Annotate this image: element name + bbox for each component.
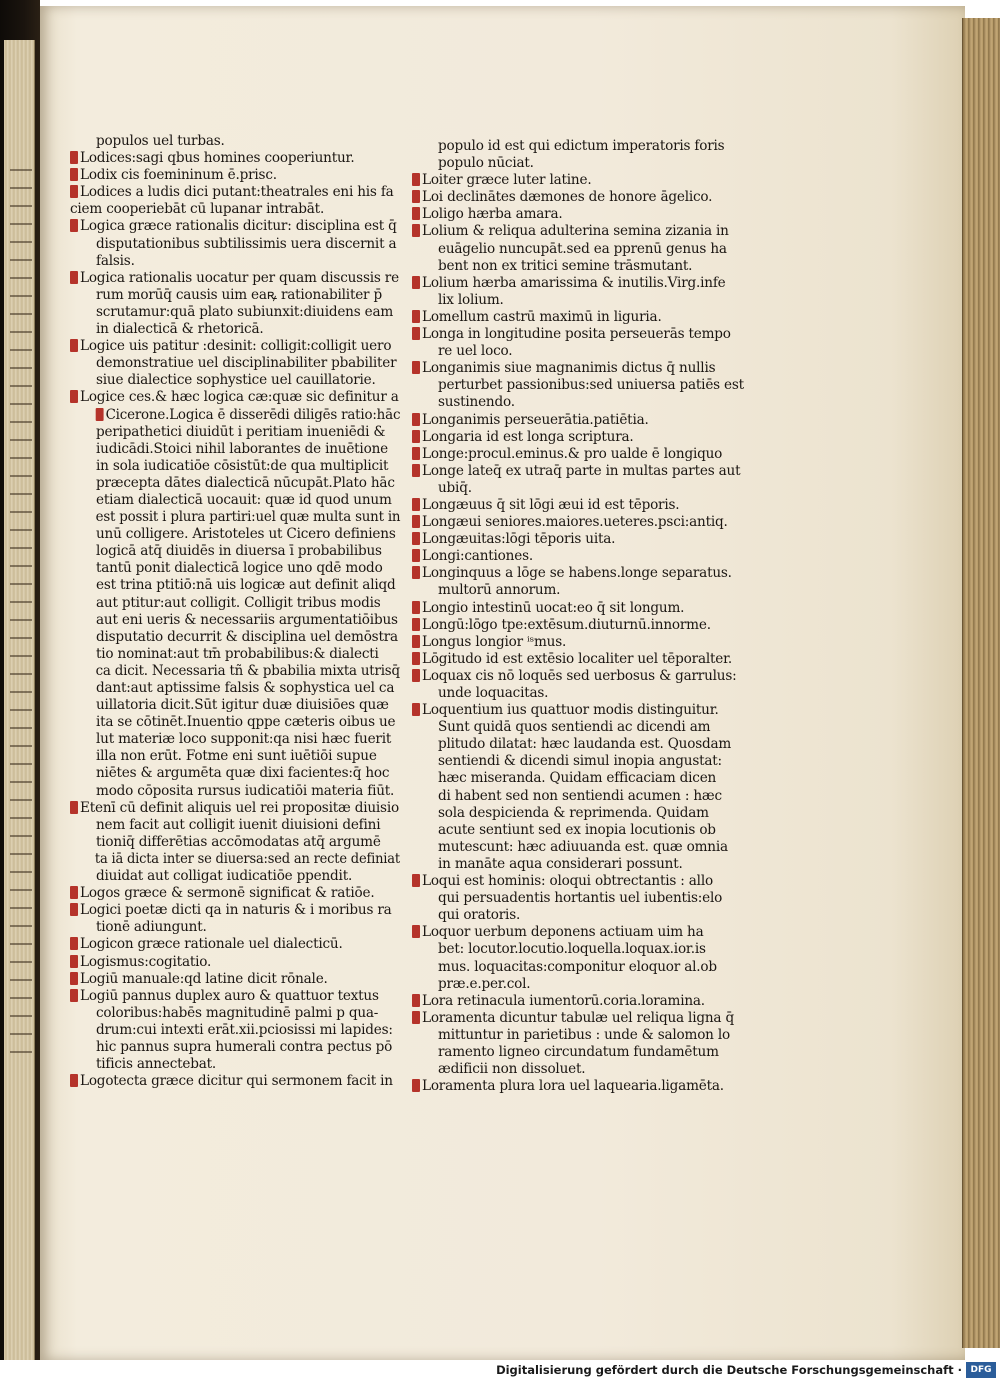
- line-text: est possit i plura partiri:uel quæ multa sunt in: [95, 509, 401, 526]
- line-text: Longinquus a lōge se habens.longe separatus.: [422, 565, 732, 582]
- rubric-initial-mark: [412, 618, 420, 631]
- text-line: [412, 548, 757, 565]
- text-line: [70, 1022, 400, 1039]
- text-line: [412, 685, 757, 702]
- text-line: [70, 167, 400, 184]
- left-page-edge: [4, 40, 35, 1360]
- text-line: [412, 565, 757, 582]
- line-text: præ.e.per.col.: [438, 975, 531, 992]
- rubric-initial-mark: [412, 498, 420, 511]
- line-text: rum morūq̄ causis uim eaꝶ rationabiliter p̄: [96, 286, 382, 303]
- text-line: [412, 770, 757, 787]
- text-line: [412, 702, 757, 719]
- line-text: logicā atq̄ diuidēs in diuersa ī probabilibus: [96, 543, 382, 560]
- text-line: [70, 868, 400, 885]
- text-line: [412, 959, 757, 976]
- rubric-initial-mark: [70, 219, 78, 232]
- text-line: [412, 907, 757, 924]
- rubric-initial-mark: [70, 903, 78, 916]
- text-line: [70, 783, 400, 800]
- right-text-column: [412, 138, 757, 1095]
- text-line: [70, 902, 400, 919]
- line-text: hic pannus supra humerali contra pectus pō: [96, 1038, 393, 1055]
- line-text: unde loquacitas.: [438, 685, 549, 701]
- text-line: [70, 834, 400, 851]
- rubric-initial-mark: [70, 185, 78, 198]
- text-line: [70, 988, 400, 1005]
- rubric-initial-mark: [412, 464, 420, 477]
- text-line: [412, 873, 757, 890]
- text-line: [412, 1027, 757, 1044]
- line-text: Logos græce & sermonē significat & ratiōe.: [80, 885, 375, 902]
- line-text: euāgelio nuncupāt.sed ea pprenū genus ha: [438, 240, 727, 257]
- line-text: Longanimis perseuerātia.patiētia.: [422, 411, 649, 428]
- line-text: Lora retinacula iumentorū.coria.loramina.: [422, 992, 705, 1009]
- line-text: Logica græce rationalis dicitur: disciplina est q̄: [80, 218, 397, 235]
- line-text: lix lolium.: [438, 291, 504, 308]
- text-line: [412, 1078, 757, 1095]
- line-text: bet: locutor.locutio.loquella.loquax.ior.is: [438, 941, 706, 958]
- line-text: unū colligere. Aristoteles ut Cicero definiens: [96, 526, 396, 543]
- line-text: populo id est qui edictum imperatoris foris: [438, 138, 725, 154]
- rubric-initial-mark: [70, 151, 78, 164]
- line-text: sola despicienda & reprimenda. Quidam: [438, 804, 709, 821]
- text-line: [412, 993, 757, 1010]
- text-line: [70, 731, 400, 748]
- text-line: [412, 941, 757, 958]
- rubric-initial-mark: [412, 1079, 420, 1092]
- text-line: [70, 680, 400, 697]
- text-line: [412, 155, 757, 172]
- rubric-initial-mark: [70, 168, 78, 181]
- line-text: perturbet passionibus:sed uniuersa patiēs est: [438, 377, 744, 394]
- line-text: in manāte aqua considerari possunt.: [438, 855, 683, 872]
- line-text: Lodices a ludis dici putant:theatrales eni his fa: [80, 184, 394, 201]
- text-line: [70, 560, 400, 577]
- rubric-initial-mark: [96, 408, 104, 421]
- text-line: [412, 805, 757, 822]
- line-text: disputatio decurrit & disciplina uel demōstra: [96, 628, 398, 645]
- text-line: [412, 651, 757, 668]
- text-line: [412, 719, 757, 736]
- text-line: [70, 748, 400, 765]
- line-text: Sunt quidā quos sentiendi ac dicendi am: [438, 719, 711, 736]
- line-text: peripathetici diuidūt i peritiam inueniēdi &: [96, 423, 386, 440]
- line-text: Etenī cū definit aliquis uel rei propositæ diuisio: [80, 799, 399, 816]
- text-line: [70, 662, 400, 680]
- text-line: [412, 1010, 757, 1027]
- line-text: falsis.: [96, 252, 135, 269]
- text-line: [70, 236, 400, 253]
- line-text: Longa in longitudine posita perseuerās tempo: [422, 326, 731, 343]
- text-line: [70, 765, 400, 782]
- text-line: [70, 817, 400, 834]
- line-text: Longanimis siue magnanimis dictus q̄ nullis: [422, 360, 716, 377]
- rubric-initial-mark: [412, 224, 420, 237]
- text-line: [412, 856, 757, 873]
- line-text: modo cōposita rursus iudicatiōi materia fiūt.: [96, 782, 395, 799]
- text-line: [412, 668, 757, 685]
- text-line: [412, 634, 757, 651]
- text-line: [412, 189, 757, 206]
- left-edge-bleed-text: [10, 160, 32, 1060]
- line-text: disputationibus subtilissimis uera discernit a: [96, 235, 397, 252]
- line-text: bent non ex tritici semine trāsmutant.: [438, 257, 693, 274]
- line-text: Lodix cis foemininum ē.prisc.: [80, 167, 277, 184]
- line-text: Loramenta plura lora uel laquearia.ligamēta.: [422, 1078, 724, 1095]
- text-line: [70, 355, 400, 372]
- line-text: Loqui est hominis: oloqui obtrectantis : allo: [422, 873, 713, 890]
- text-line: [70, 441, 400, 458]
- text-line: [70, 646, 400, 663]
- line-text: est trina ptitiō:nā uis logicæ aut definit aliqd: [96, 577, 396, 594]
- line-text: siue dialectice sophystice uel cauillatorie.: [96, 372, 376, 389]
- line-text: diuidat aut colligat iudicatiōe ppendit.: [96, 868, 353, 885]
- text-line: [412, 976, 757, 993]
- text-line: [70, 201, 400, 218]
- line-text: Logice ces.& hæc logica cæ:quæ sic definitur a: [80, 389, 399, 406]
- rubric-initial-mark: [412, 207, 420, 220]
- text-line: [70, 595, 400, 612]
- text-line: [412, 839, 757, 856]
- rubric-initial-mark: [70, 937, 78, 950]
- text-line: [70, 458, 400, 475]
- text-line: [412, 753, 757, 770]
- line-text: Logismus:cogitatio.: [80, 953, 212, 970]
- line-text: præcepta dātes dialecticā nūcupāt.Plato hāc: [96, 474, 395, 491]
- text-line: [70, 372, 400, 389]
- line-text: tio nominat:aut tm̄ probabilibus:& dialecti: [96, 645, 379, 662]
- text-line: [70, 338, 400, 355]
- text-line: [412, 360, 757, 377]
- text-line: [412, 394, 757, 411]
- line-text: Longe lateq̄ ex utraq̄ parte in multas partes aut: [422, 462, 741, 479]
- line-text: qui persuadentis hortantis uel iubentis:elo: [438, 890, 723, 907]
- rubric-initial-mark: [412, 925, 420, 938]
- text-line: [412, 1061, 757, 1078]
- line-text: Logiū manuale:qd latine dicit rōnale.: [80, 970, 328, 987]
- line-text: illa non erūt. Fotme eni sunt iuētiōi supue: [96, 748, 377, 765]
- text-line: [70, 800, 400, 817]
- line-text: Logiū pannus duplex auro & quattuor textus: [80, 987, 379, 1004]
- line-text: Longus longior ⁱˢmus.: [422, 633, 567, 650]
- text-line: [70, 253, 400, 270]
- rubric-initial-mark: [412, 430, 420, 443]
- line-text: mus. loquacitas:componitur eloquor al.ob: [438, 958, 717, 975]
- text-line: [412, 326, 757, 343]
- rubric-initial-mark: [412, 361, 420, 374]
- line-text: tionē adiungunt.: [96, 919, 207, 936]
- line-text: Longio intestinū uocat:eo q̄ sit longum.: [422, 599, 685, 616]
- text-line: [412, 446, 757, 463]
- text-line: [412, 206, 757, 223]
- rubric-initial-mark: [412, 515, 420, 528]
- text-line: [412, 480, 757, 497]
- text-line: [412, 138, 757, 155]
- rubric-initial-mark: [412, 874, 420, 887]
- text-line: [70, 492, 400, 509]
- rubric-initial-mark: [412, 669, 420, 682]
- line-text: acute sentiunt sed ex inopia locutionis ob: [438, 821, 716, 838]
- text-line: [412, 241, 757, 258]
- line-text: Longū:lōgo tpe:extēsum.diuturnū.innorme.: [422, 616, 711, 633]
- line-text: Lolium hærba amarissima & inutilis.Virg.infe: [422, 274, 726, 291]
- text-line: [70, 270, 400, 287]
- text-line: [412, 412, 757, 429]
- text-line: [412, 292, 757, 309]
- line-text: ca dicit. Necessaria tñ & pbabilia mixta utrisq̄: [95, 662, 400, 679]
- text-line: [70, 321, 400, 338]
- line-text: mittuntur in parietibus : unde & salomon lo: [438, 1026, 730, 1043]
- text-line: [70, 936, 400, 953]
- line-text: uillatoria dicit.Sūt igitur duæ diuisiōes quæ: [96, 697, 389, 714]
- text-line: [70, 133, 400, 150]
- text-line: [412, 736, 757, 753]
- rubric-initial-mark: [412, 635, 420, 648]
- right-page-stack: [962, 18, 1000, 1348]
- text-line: [412, 890, 757, 907]
- text-line: [412, 258, 757, 275]
- line-text: tantū ponit dialecticā logice uno qdē modo: [96, 560, 383, 577]
- text-line: [412, 275, 757, 292]
- text-line: [70, 1073, 400, 1090]
- rubric-initial-mark: [412, 190, 420, 203]
- line-text: Lomellum castrū maximū in liguria.: [422, 308, 662, 325]
- rubric-initial-mark: [412, 532, 420, 545]
- text-line: [412, 582, 757, 599]
- rubric-initial-mark: [412, 310, 420, 323]
- line-text: aut eni ueris & necessariis argumentatiōibus: [96, 611, 398, 628]
- text-line: [412, 514, 757, 531]
- line-text: nem facit aut colligit iuenit diuisioni defini: [96, 816, 381, 833]
- text-line: [70, 612, 400, 629]
- text-line: [412, 617, 757, 634]
- line-text: re uel loco.: [438, 343, 513, 360]
- line-text: multorū annorum.: [438, 582, 561, 599]
- line-text: plitudo dilatat: hæc laudanda est. Quosdam: [438, 736, 732, 753]
- line-text: tificis annectebat.: [96, 1056, 217, 1073]
- line-text: ita se cōtinēt.Inuentio qppe cæteris oibus ue: [96, 714, 396, 731]
- left-text-column: [70, 133, 400, 1090]
- line-text: Logice uis patitur :desinit: colligit:colligit uero: [80, 338, 392, 355]
- text-line: [70, 919, 400, 936]
- text-line: [412, 429, 757, 446]
- line-text: niētes & argumēta quæ dixi facientes:q̄ hoc: [96, 765, 390, 782]
- line-text: Loramenta dicuntur tabulæ uel reliqua ligna q̄: [422, 1009, 734, 1026]
- rubric-initial-mark: [412, 994, 420, 1007]
- rubric-initial-mark: [412, 652, 420, 665]
- rubric-initial-mark: [412, 566, 420, 579]
- line-text: ta iā dicta inter se diuersa:sed an recte definiat: [94, 850, 400, 867]
- line-text: populo nūciat.: [438, 155, 534, 172]
- text-line: [70, 543, 400, 560]
- text-line: [70, 885, 400, 902]
- rubric-initial-mark: [70, 339, 78, 352]
- line-text: drum:cui intexti erāt.xii.pciosissi mi lapides:: [96, 1021, 393, 1038]
- line-text: in dialecticā & rhetoricā.: [96, 321, 264, 338]
- line-text: qui oratoris.: [438, 907, 521, 924]
- line-text: Loquor uerbum deponens actiuam uim ha: [422, 924, 704, 941]
- text-line: [70, 475, 400, 492]
- line-text: Longæuitas:lōgi tēporis uita.: [422, 531, 616, 548]
- line-text: populos uel turbas.: [96, 133, 225, 149]
- text-line: [70, 714, 400, 731]
- line-text: Longi:cantiones.: [422, 548, 533, 565]
- line-text: sentiendi & dicendi simul inopia angustat:: [438, 753, 722, 770]
- text-line: [70, 1005, 400, 1022]
- line-text: etiam dialecticā uocauit: quæ id quod unum: [96, 491, 392, 508]
- text-line: [70, 287, 400, 304]
- rubric-initial-mark: [70, 972, 78, 985]
- line-text: Logici poetæ dicti qa in naturis & i moribus ra: [80, 902, 392, 919]
- line-text: demonstratiue uel disciplinabiliter pbabiliter: [96, 355, 397, 372]
- rubric-initial-mark: [70, 801, 78, 814]
- text-line: [70, 218, 400, 235]
- text-line: [70, 850, 400, 868]
- line-text: Cicerone.Logica ē disserēdi diligēs ratio:hāc: [105, 406, 401, 423]
- text-line: [70, 184, 400, 201]
- line-text: Longe:procul.eminus.& pro ualde ē longiquo: [422, 445, 723, 462]
- line-text: di habent sed non sentiendi acumen : hæc: [438, 787, 722, 804]
- line-text: hæc miseranda. Quidam efficaciam dicen: [438, 770, 717, 787]
- dfg-logo: DFG: [966, 1362, 996, 1378]
- text-line: [70, 577, 400, 594]
- line-text: iudicādi.Stoici nihil laborantes de inuētione: [96, 440, 388, 457]
- text-line: [70, 971, 400, 988]
- text-line: [70, 406, 401, 424]
- line-text: Logica rationalis uocatur per quam discussis re: [80, 269, 399, 286]
- text-line: [70, 424, 400, 441]
- line-text: coloribus:habēs magnitudinē palmi p qua-: [96, 1004, 379, 1021]
- text-line: [70, 1056, 400, 1073]
- text-line: [412, 377, 757, 394]
- text-line: [412, 1044, 757, 1061]
- line-text: mutescunt: hæc adiuuanda est. quæ omnia: [438, 838, 728, 855]
- rubric-initial-mark: [70, 886, 78, 899]
- text-line: [412, 463, 757, 480]
- text-line: [412, 223, 757, 240]
- text-line: [70, 509, 401, 526]
- rubric-initial-mark: [412, 1011, 420, 1024]
- line-text: Longæui seniores.maiores.ueteres.psci:antiq.: [422, 514, 728, 531]
- rubric-initial-mark: [412, 549, 420, 562]
- line-text: lut materiæ loco supponit:qa nisi hæc fuerit: [96, 731, 392, 748]
- line-text: Logotecta græce dicitur qui sermonem facit in: [80, 1073, 393, 1090]
- text-line: [70, 697, 400, 714]
- line-text: Longaria id est longa scriptura.: [422, 428, 634, 445]
- text-line: [412, 343, 757, 360]
- line-text: scrutamur:quā plato subiunxit:diuidens eam: [96, 303, 394, 320]
- line-text: sustinendo.: [438, 394, 515, 411]
- line-text: Logicon græce rationale uel dialecticū.: [80, 936, 343, 953]
- rubric-initial-mark: [70, 271, 78, 284]
- rubric-initial-mark: [412, 447, 420, 460]
- rubric-initial-mark: [412, 173, 420, 186]
- text-line: [412, 788, 757, 805]
- rubric-initial-mark: [70, 390, 78, 403]
- line-text: ubiq̄.: [438, 479, 472, 496]
- line-text: Loi declinātes dæmones de honore āgelico.: [422, 189, 713, 206]
- line-text: Loiter græce luter latine.: [422, 172, 592, 189]
- text-line: [412, 924, 757, 941]
- line-text: tioniq̄ differētias accōmodatas atq̄ argumē: [96, 833, 381, 850]
- line-text: Lodices:sagi qbus homines cooperiuntur.: [80, 150, 355, 167]
- line-text: aut ptitur:aut colligit. Colligit tribus modis: [96, 594, 381, 611]
- text-line: [412, 172, 757, 189]
- rubric-initial-mark: [412, 327, 420, 340]
- line-text: Loquax cis nō loquēs sed uerbosus & garrulus:: [422, 667, 737, 684]
- rubric-initial-mark: [412, 413, 420, 426]
- line-text: Loligo hærba amara.: [422, 206, 563, 223]
- text-line: [70, 1039, 400, 1056]
- line-text: ædificii non dissoluet.: [438, 1061, 586, 1078]
- text-line: [70, 954, 400, 971]
- line-text: Lolium & reliqua adulterina semina zizania in: [422, 223, 729, 240]
- line-text: in sola iudicatiōe cōsistūt:de qua multiplicit: [96, 457, 389, 474]
- rubric-initial-mark: [412, 276, 420, 289]
- text-line: [70, 389, 400, 406]
- line-text: Lōgitudo id est extēsio localiter uel tēporalter.: [422, 650, 733, 667]
- rubric-initial-mark: [70, 989, 78, 1002]
- text-line: [412, 497, 757, 514]
- line-text: dant:aut aptissime falsis & sophystica uel ca: [96, 680, 395, 696]
- text-line: [70, 526, 400, 543]
- text-line: [412, 531, 757, 548]
- text-line: [412, 600, 757, 617]
- rubric-initial-mark: [70, 1074, 78, 1087]
- text-line: [70, 304, 400, 321]
- text-line: [70, 150, 400, 167]
- line-text: ciem cooperiebāt cū lupanar intrabāt.: [70, 201, 325, 218]
- footer-credit: Digitalisierung gefördert durch die Deutsche Forschungsgemeinschaft ·: [496, 1363, 962, 1377]
- text-line: [70, 629, 400, 646]
- rubric-initial-mark: [412, 703, 420, 716]
- line-text: Longæuus q̄ sit lōgi æui id est tēporis.: [422, 496, 680, 513]
- rubric-initial-mark: [70, 955, 78, 968]
- rubric-initial-mark: [412, 601, 420, 614]
- line-text: Loquentium ius quattuor modis distinguitur.: [422, 702, 719, 719]
- line-text: ramento ligneo circundatum fundamētum: [438, 1043, 719, 1060]
- text-line: [412, 309, 757, 326]
- text-line: [412, 822, 757, 839]
